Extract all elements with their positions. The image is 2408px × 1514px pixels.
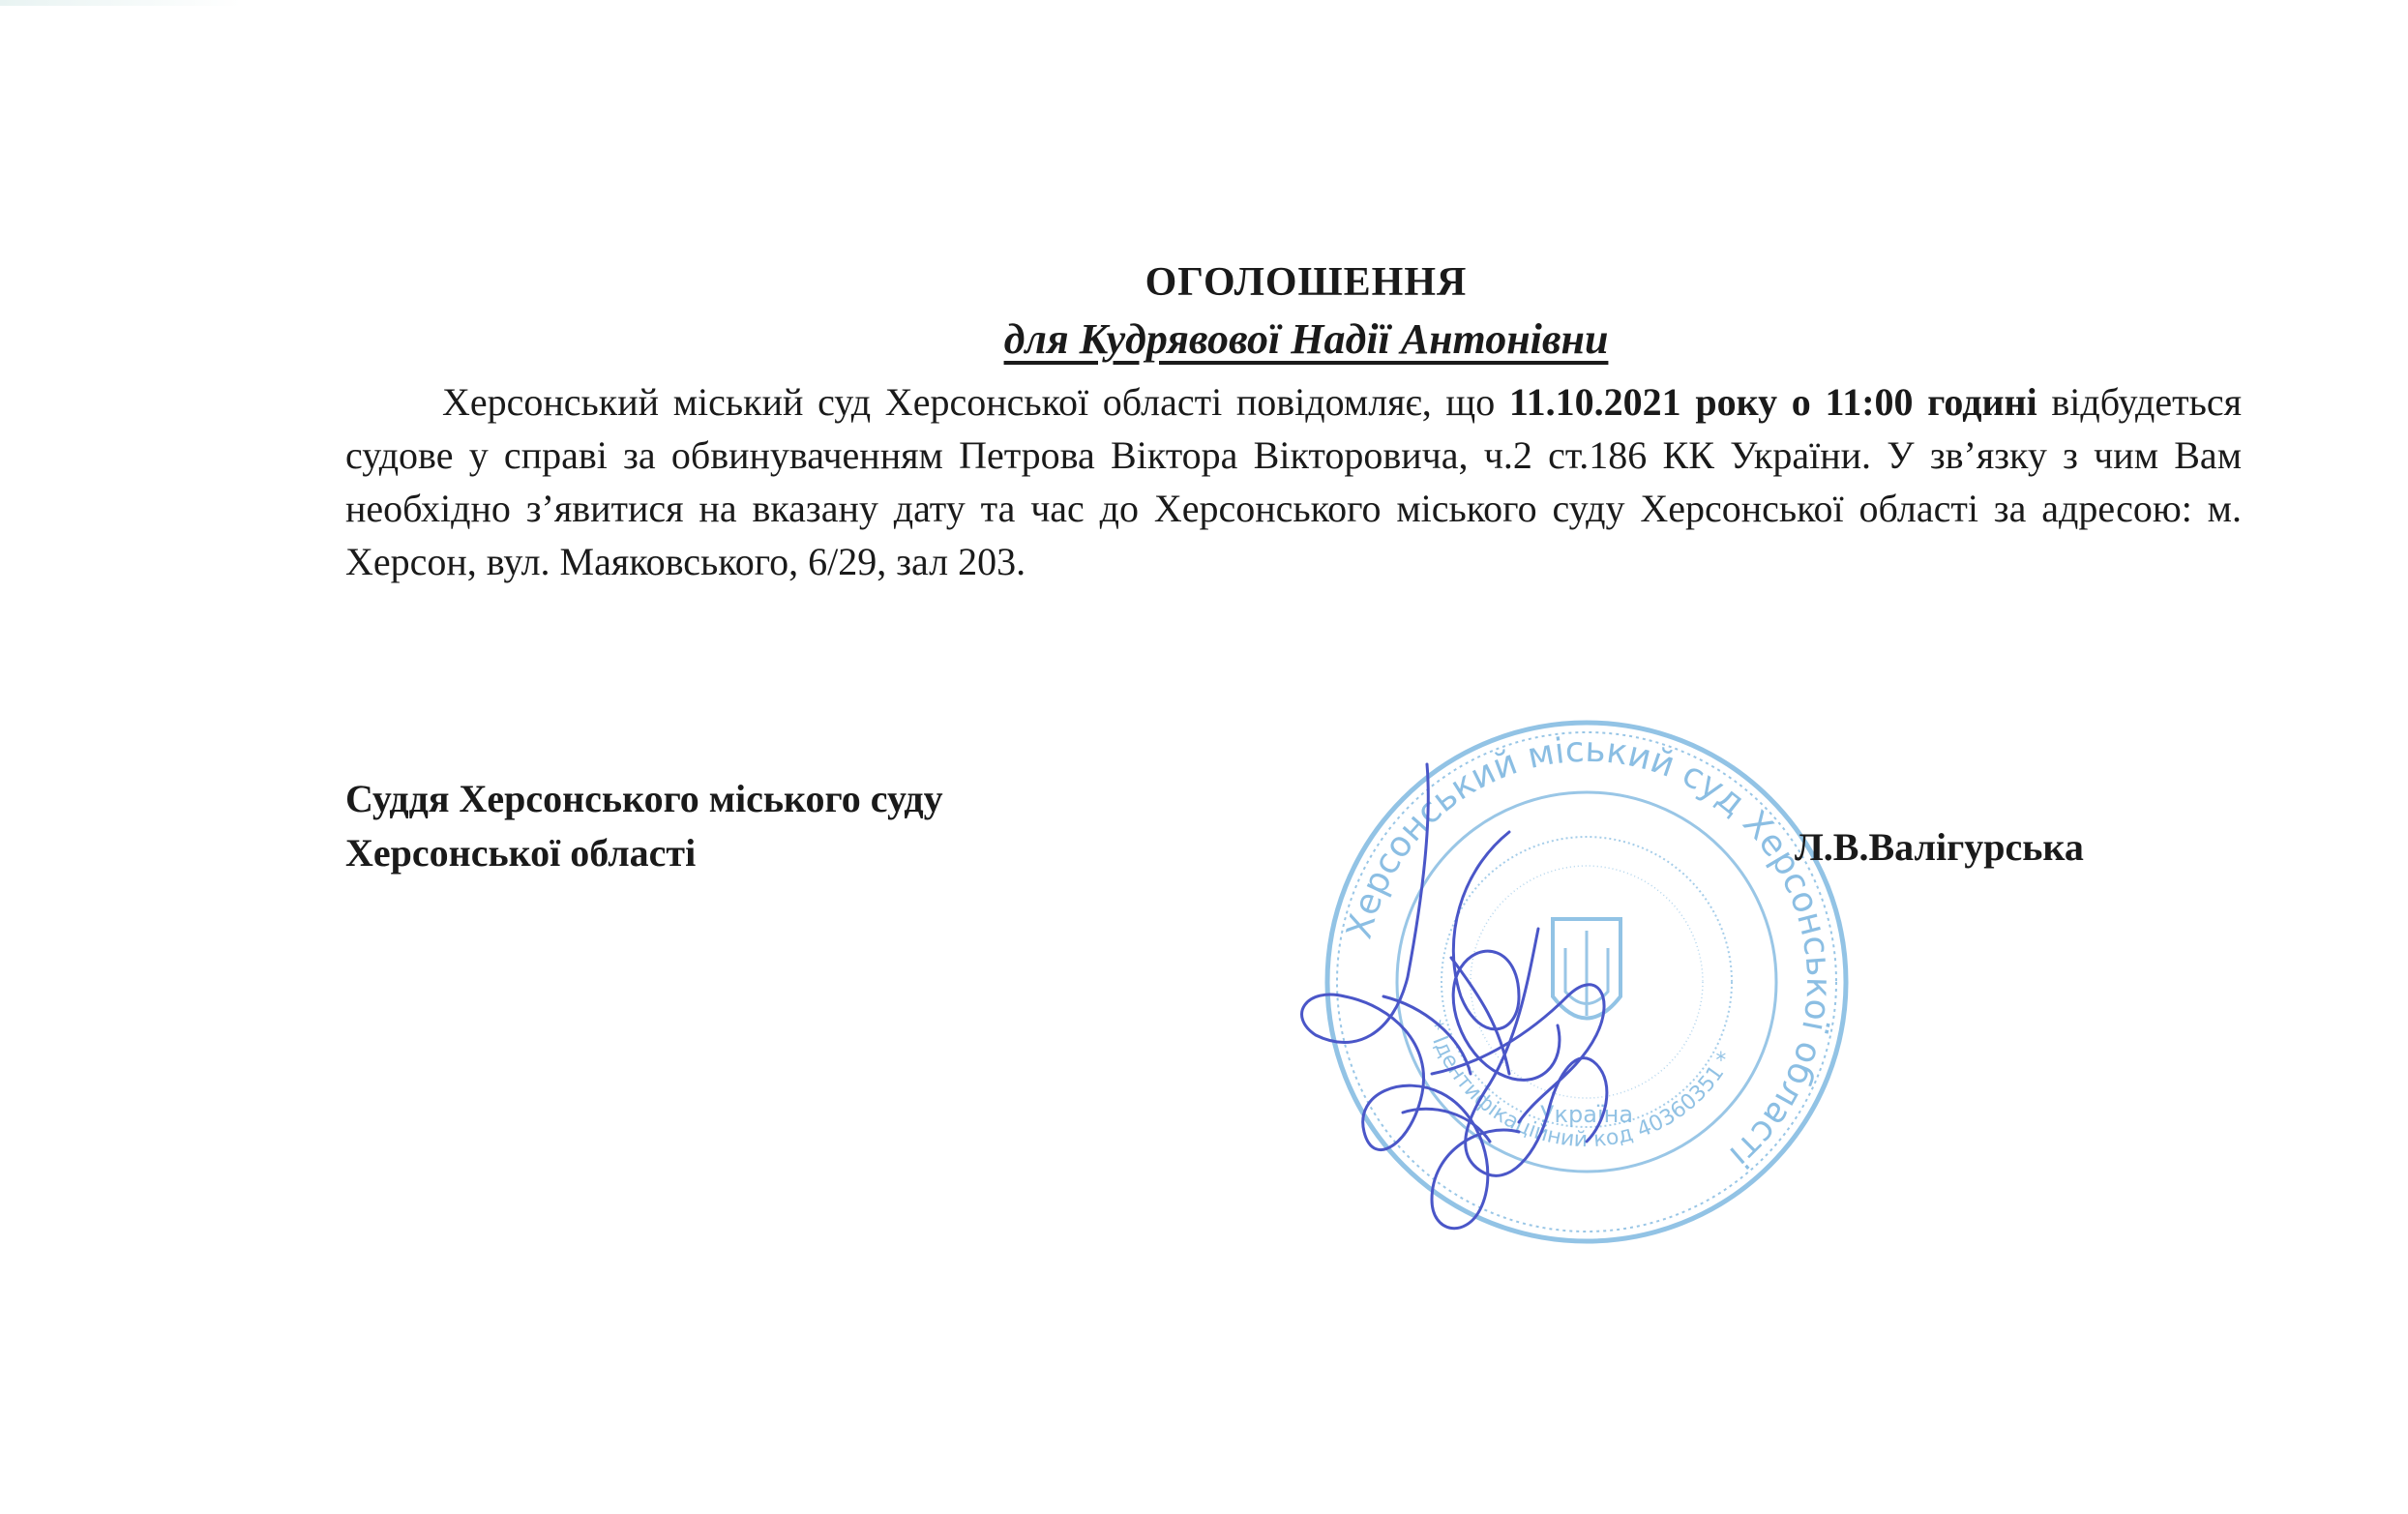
body-part-1: Херсонський міський суд Херсонської області повідомляє, що bbox=[442, 380, 1509, 424]
judge-position-line-2: Херсонської області bbox=[345, 831, 697, 875]
seal-country-text: Україна bbox=[1539, 1101, 1634, 1128]
seal-code-text: * Ідентифікаційний код 40360351 * bbox=[1421, 1017, 1739, 1153]
court-seal-and-signature bbox=[1287, 706, 1887, 1277]
addressee-line: для Кудрявової Надії Антонівни bbox=[1003, 315, 1609, 363]
seal-ring-text: Херсонський міський суд Херсонської області bbox=[1339, 729, 1839, 1175]
judge-position-line-1: Суддя Херсонського міського суду bbox=[345, 777, 943, 820]
scan-edge-mark bbox=[0, 0, 242, 6]
hearing-date-time: 11.10.2021 року о 11:00 годині bbox=[1508, 380, 2037, 424]
handwritten-signature bbox=[1302, 764, 1607, 1229]
document-title: ОГОЛОШЕННЯ bbox=[1145, 260, 1468, 305]
body-part-2: відбудеться судове у справі за обвинуваченням Петрова Віктора Вікторовича, ч.2 ст.186 КК України. У зв’язку з чим Вам необхідно з’явитися на вказану дату та час до Херсонського міського суду Херсонської області за адресою: м. Херсон, вул. Маяковського, 6/29, зал 203. bbox=[345, 380, 2243, 583]
notice-body bbox=[345, 375, 2242, 588]
judge-position bbox=[345, 772, 943, 880]
judge-name: Л.В.Валігурська bbox=[1795, 825, 2084, 869]
